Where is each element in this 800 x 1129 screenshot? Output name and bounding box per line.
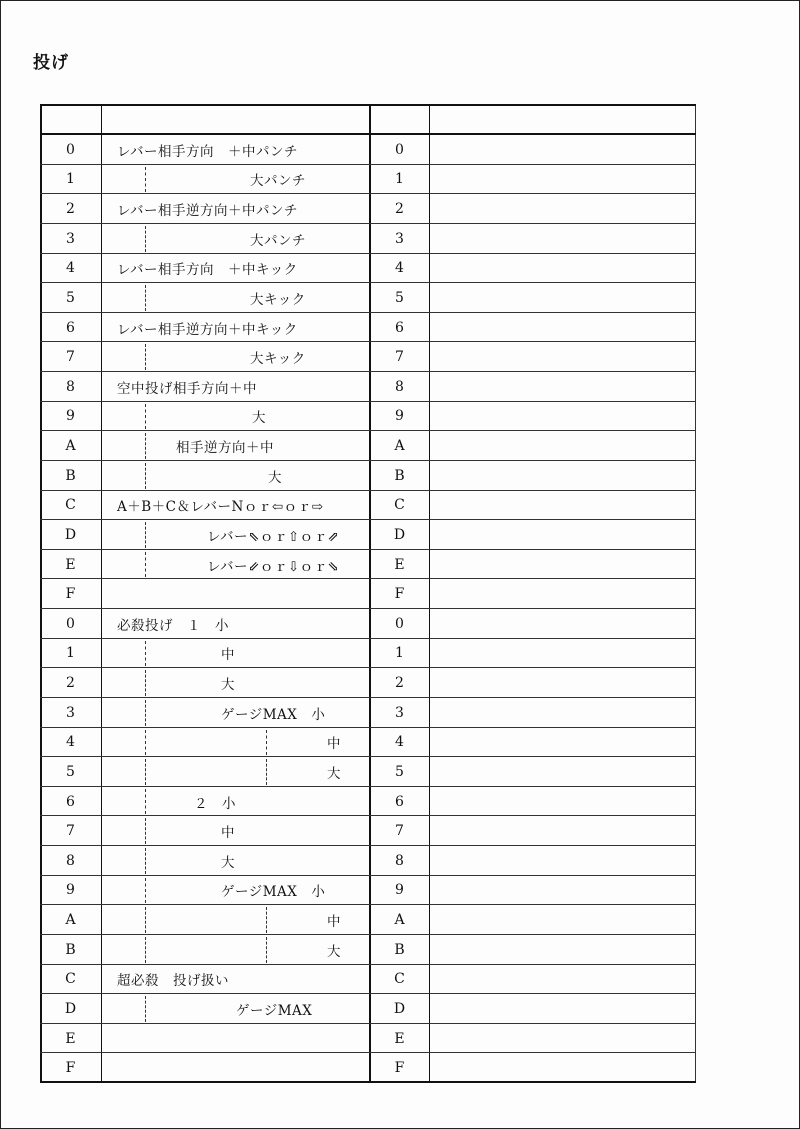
indent-guide bbox=[145, 848, 146, 874]
table-row bbox=[40, 965, 696, 995]
row-hex-right: A bbox=[394, 912, 405, 929]
table-row bbox=[40, 491, 696, 521]
indent-guide bbox=[145, 404, 146, 430]
row-description: 大パンチ bbox=[250, 173, 306, 190]
row-description: 大 bbox=[252, 410, 266, 427]
row-hex-left: 7 bbox=[66, 349, 75, 366]
table-row bbox=[40, 165, 696, 195]
row-hex-left: 2 bbox=[66, 201, 75, 218]
indent-guide bbox=[145, 818, 146, 844]
table-row bbox=[40, 728, 696, 758]
indent-guide bbox=[145, 789, 146, 815]
row-hex-right: 9 bbox=[395, 882, 404, 899]
table-row bbox=[40, 876, 696, 906]
row-description: 大 bbox=[221, 854, 235, 871]
row-description: ゲージMAX 小 bbox=[221, 706, 326, 723]
row-hex-left: A bbox=[65, 438, 76, 455]
row-hex-right: A bbox=[394, 438, 405, 455]
row-hex-right: 7 bbox=[395, 823, 404, 840]
row-description: レバー相手逆方向＋中キック bbox=[117, 321, 298, 338]
table-row bbox=[40, 668, 696, 698]
row-hex-left: D bbox=[64, 1000, 77, 1017]
row-hex-right: F bbox=[394, 1060, 405, 1077]
throw-table bbox=[40, 104, 696, 1083]
row-hex-left: 9 bbox=[66, 882, 75, 899]
table-row bbox=[40, 283, 696, 313]
row-hex-right: C bbox=[394, 497, 405, 514]
row-hex-left: B bbox=[65, 467, 76, 484]
row-hex-left: D bbox=[64, 526, 77, 543]
row-hex-right: 3 bbox=[395, 704, 404, 721]
indent-guide bbox=[145, 907, 146, 933]
table-row bbox=[40, 135, 696, 165]
indent-guide bbox=[145, 552, 146, 578]
row-hex-right: D bbox=[393, 1000, 406, 1017]
row-description: 必殺投げ １ 小 bbox=[117, 617, 229, 634]
indent-guide bbox=[145, 878, 146, 904]
row-description: 相手逆方向＋中 bbox=[176, 440, 274, 457]
indent-guide bbox=[145, 522, 146, 548]
indent-guide bbox=[145, 167, 146, 193]
indent-guide bbox=[145, 344, 146, 370]
row-hex-right: 6 bbox=[395, 793, 404, 810]
row-hex-right: 8 bbox=[395, 378, 404, 395]
row-description: 大 bbox=[268, 469, 282, 486]
indent-guide bbox=[145, 996, 146, 1022]
row-hex-left: 1 bbox=[66, 171, 75, 188]
table-row bbox=[40, 342, 696, 372]
row-hex-left: F bbox=[65, 586, 76, 603]
indent-guide bbox=[145, 670, 146, 696]
row-hex-left: 9 bbox=[66, 408, 75, 425]
table-row bbox=[40, 816, 696, 846]
indent-guide bbox=[145, 937, 146, 963]
row-hex-left: 3 bbox=[66, 230, 75, 247]
row-hex-right: 1 bbox=[395, 171, 404, 188]
row-hex-left: 4 bbox=[66, 260, 75, 277]
row-hex-right: 2 bbox=[395, 201, 404, 218]
row-description: 中 bbox=[221, 647, 235, 664]
row-hex-right: B bbox=[394, 941, 405, 958]
row-hex-left: 5 bbox=[66, 289, 75, 306]
row-hex-left: 4 bbox=[66, 734, 75, 751]
row-description: 中 bbox=[327, 914, 341, 931]
indent-guide bbox=[266, 730, 267, 756]
row-hex-right: 8 bbox=[395, 852, 404, 869]
row-hex-right: E bbox=[394, 556, 405, 573]
row-description: レバー相手逆方向＋中パンチ bbox=[117, 203, 299, 220]
indent-guide bbox=[145, 285, 146, 311]
indent-guide bbox=[145, 759, 146, 785]
row-description: 大 bbox=[327, 765, 341, 782]
row-hex-left: 3 bbox=[66, 704, 75, 721]
row-hex-right: 7 bbox=[395, 349, 404, 366]
row-hex-left: 6 bbox=[66, 793, 75, 810]
row-hex-right: B bbox=[394, 467, 405, 484]
table-row bbox=[40, 372, 696, 402]
row-hex-left: E bbox=[65, 1030, 76, 1047]
indent-guide bbox=[145, 463, 146, 489]
table-row bbox=[40, 461, 696, 491]
row-description: ゲージMAX 小 bbox=[221, 884, 326, 901]
table-row bbox=[40, 402, 696, 432]
row-hex-right: 5 bbox=[395, 763, 404, 780]
row-hex-left: A bbox=[65, 912, 76, 929]
row-hex-left: C bbox=[65, 497, 76, 514]
table-row bbox=[40, 1024, 696, 1054]
row-hex-left: 1 bbox=[66, 645, 75, 662]
row-hex-right: D bbox=[393, 526, 406, 543]
table-row bbox=[40, 757, 696, 787]
row-hex-left: 2 bbox=[66, 675, 75, 692]
indent-guide bbox=[145, 700, 146, 726]
table-row bbox=[40, 609, 696, 639]
row-hex-right: F bbox=[394, 586, 405, 603]
row-hex-right: 4 bbox=[395, 260, 404, 277]
indent-guide bbox=[266, 937, 267, 963]
indent-guide bbox=[145, 641, 146, 667]
table-row bbox=[40, 224, 696, 254]
table-row bbox=[40, 935, 696, 965]
row-hex-left: 5 bbox=[66, 763, 75, 780]
row-hex-left: E bbox=[65, 556, 76, 573]
table-top-rule bbox=[40, 104, 696, 106]
row-hex-right: 6 bbox=[395, 319, 404, 336]
row-description: ２ 小 bbox=[194, 795, 236, 812]
indent-guide bbox=[145, 730, 146, 756]
row-description: レバー相手方向 ＋中キック bbox=[117, 262, 298, 279]
row-description: 大 bbox=[327, 943, 341, 960]
row-hex-left: B bbox=[65, 941, 76, 958]
row-hex-right: 2 bbox=[395, 675, 404, 692]
row-description: 超必殺 投げ扱い bbox=[117, 973, 229, 990]
row-hex-left: 6 bbox=[66, 319, 75, 336]
table-row bbox=[40, 846, 696, 876]
table-row bbox=[40, 787, 696, 817]
row-hex-right: E bbox=[394, 1030, 405, 1047]
row-hex-right: 3 bbox=[395, 230, 404, 247]
table-row bbox=[40, 994, 696, 1024]
table-row bbox=[40, 520, 696, 550]
row-hex-left: 8 bbox=[66, 852, 75, 869]
row-hex-right: 1 bbox=[395, 645, 404, 662]
table-row bbox=[40, 579, 696, 609]
row-description: 中 bbox=[221, 825, 235, 842]
row-hex-left: 0 bbox=[66, 141, 75, 158]
row-hex-left: 7 bbox=[66, 823, 75, 840]
row-hex-left: 8 bbox=[66, 378, 75, 395]
row-hex-left: F bbox=[65, 1060, 76, 1077]
table-row bbox=[40, 639, 696, 669]
table-row bbox=[40, 905, 696, 935]
table-row bbox=[40, 254, 696, 284]
row-hex-right: 5 bbox=[395, 289, 404, 306]
table-row bbox=[40, 550, 696, 580]
indent-guide bbox=[266, 759, 267, 785]
row-hex-right: 4 bbox=[395, 734, 404, 751]
row-hex-right: C bbox=[394, 971, 405, 988]
row-hex-right: 0 bbox=[395, 615, 404, 632]
table-row bbox=[40, 431, 696, 461]
indent-guide bbox=[145, 433, 146, 459]
row-hex-left: C bbox=[65, 971, 76, 988]
row-description: レバー⇙ｏｒ⇩ｏｒ⇘ bbox=[207, 558, 340, 575]
row-description: 大キック bbox=[250, 351, 306, 368]
row-hex-left: 0 bbox=[66, 615, 75, 632]
indent-guide bbox=[266, 907, 267, 933]
row-description: レバー⇖ｏｒ⇧ｏｒ⇗ bbox=[207, 528, 340, 545]
table-row bbox=[40, 1053, 696, 1083]
row-description: 大パンチ bbox=[250, 232, 306, 249]
row-description: 空中投げ相手方向＋中 bbox=[117, 380, 257, 397]
table-row bbox=[40, 313, 696, 343]
page-title: 投げ bbox=[33, 53, 69, 73]
row-description: ゲージMAX bbox=[236, 1002, 313, 1019]
table-row bbox=[40, 194, 696, 224]
indent-guide bbox=[145, 226, 146, 252]
row-description: 中 bbox=[327, 736, 341, 753]
row-description: 大 bbox=[221, 677, 235, 694]
row-hex-right: 0 bbox=[395, 141, 404, 158]
row-description: 大キック bbox=[250, 291, 306, 308]
row-hex-right: 9 bbox=[395, 408, 404, 425]
row-description: レバー相手方向 ＋中パンチ bbox=[117, 143, 299, 160]
row-description: A＋B＋C＆レバーNｏｒ⇦ｏｒ⇨ bbox=[117, 499, 324, 516]
table-row bbox=[40, 698, 696, 728]
